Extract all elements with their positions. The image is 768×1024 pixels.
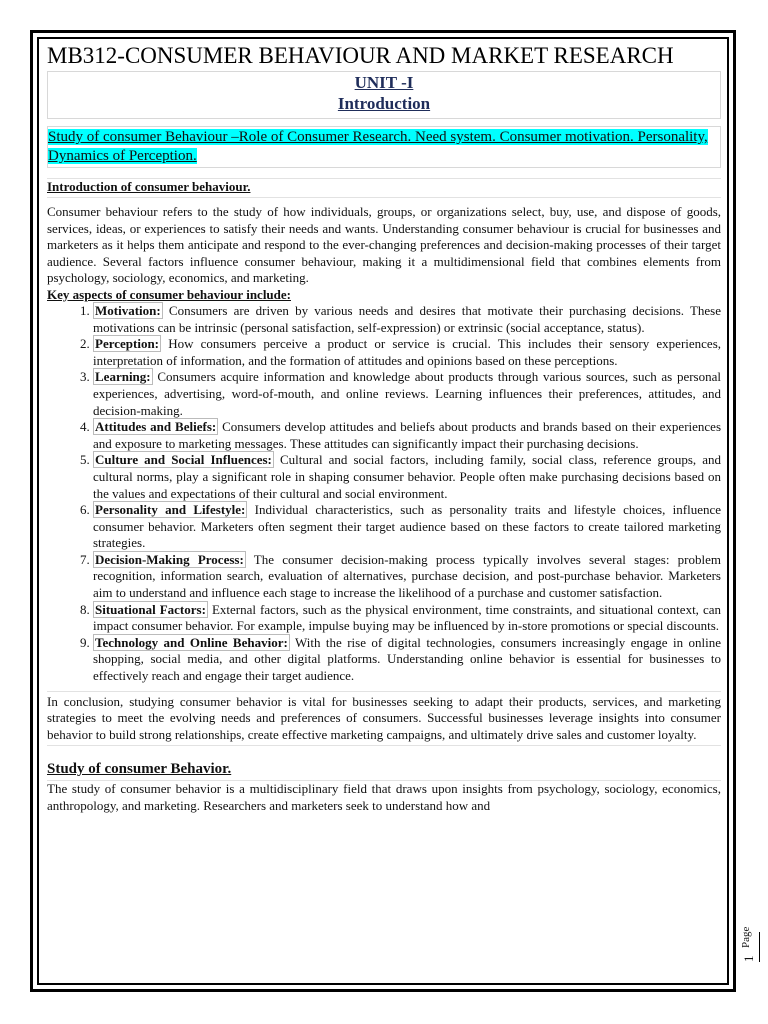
aspect-term: Attitudes and Beliefs: [95,419,217,435]
syllabus-topics: Study of consumer Behaviour –Role of Consumer Research. Need system. Consumer motivation. Personality, Dynamics of Perception. [48,129,708,164]
list-item [93,419,721,452]
aspect-term: Learning: [95,369,151,385]
unit-label: UNIT -I [354,73,414,92]
aspect-term: Motivation: [95,302,161,318]
aspect-text: With the rise of digital technologies, consumers increasingly engage in online shopping, social media, and other digital platforms. Understanding online behavior is essential for businesses to effectively reach and engage their target audience. [93,634,721,684]
key-aspects-heading: Key aspects of consumer behaviour include: [47,286,291,302]
aspect-term: Culture and Social Influences: [95,452,272,468]
unit-title: Introduction [337,94,431,113]
syllabus-topics-box [47,126,721,168]
list-item [93,452,721,502]
unit-header [47,71,721,119]
list-item [93,602,721,635]
document-title: MB312-CONSUMER BEHAVIOUR AND MARKET RESEARCH [47,43,674,68]
study-heading: Study of consumer Behavior. [47,761,232,778]
conclusion-paragraph: In conclusion, studying consumer behavior is vital for businesses seeking to adapt their products, services, and marketing strategies to meet the evolving needs and preferences of consumers. Successful businesses leverage insights into consumer behavior to build strong relationships, create effective marketing campaigns, and ultimately drive sales and customer loyalty. [47,691,721,747]
aspect-term: Decision-Making Process: [95,551,244,567]
intro-heading: Introduction of consumer behaviour. [47,178,721,198]
study-paragraph: The study of consumer behavior is a multidisciplinary field that draws upon insights from psychology, sociology, economics, anthropology, and marketing. Researchers and marketers seek to understand how and [47,781,721,813]
aspect-text: Cultural and social factors, including family, social class, reference groups, and cultural norms, play a significant role in shaping consumer behavior. People often make purchasing decisions based on the values and expectations of their cultural and social environment. [93,452,721,501]
aspect-text: Consumers acquire information and knowledge about products through various sources, such as personal experiences, advertising, word-of-mouth, and online reviews. Learning influences their preferences, attitudes, and decision-making. [93,369,721,418]
aspect-text: Consumers are driven by various needs and desires that motivate their purchasing decisions. These motivations can be intrinsic (personal satisfaction, self-expression) or extrinsic (social acceptance, status). [93,302,722,335]
page-label: Page [740,926,752,948]
list-item [93,552,721,602]
aspect-text: How consumers perceive a product or service is crucial. This includes their sensory experiences, interpretation of information, and the formation of attitudes and opinions based on these perceptions. [93,336,722,368]
aspect-text: The consumer decision-making process typically involves several stages: problem recognition, information search, evaluation of alternatives, purchase decision, and post-purchase behavior. Marketers aim to understand and influence each stage to increase the likelihood of a purchase and customer satisfaction. [93,551,721,601]
aspect-term: Technology and Online Behavior: [95,634,288,650]
page-number: 1 [741,932,760,962]
aspect-text: Individual characteristics, such as personality traits and lifestyle choices, influence consumer behavior. Marketers often segment their target audience based on these factors to create tailored marketing strategies. [93,502,721,551]
list-item [93,502,721,552]
list-item [93,635,721,685]
list-item [93,369,721,419]
aspect-term: Perception: [95,336,160,352]
list-item [93,336,721,369]
aspect-text: External factors, such as the physical environment, time constraints, and situational context, can impact consumer behavior. For example, impulse buying may be influenced by in-store promotions or special discounts. [93,601,722,634]
key-aspects-list [47,303,721,685]
document-body [47,42,721,815]
aspect-term: Situational Factors: [95,601,206,617]
list-item [93,303,721,336]
aspect-term: Personality and Lifestyle: [95,502,246,518]
aspect-text: Consumers develop attitudes and beliefs about products and brands based on their experiences and exposure to marketing messages. These attitudes can significantly impact their purchasing decisions. [93,419,722,451]
intro-paragraph: Consumer behaviour refers to the study of how individuals, groups, or organizations select, buy, use, and dispose of goods, services, ideas, or experiences to satisfy their needs and wants. Understanding consumer behaviour is crucial for businesses and marketers as it helps them anticipate and respond to the ever-changing preferences and decision-making processes of their target audience. Several factors influence consumer behaviour, making it a multidimensional field that combines elements from psychology, sociology, economics, and marketing. [47,204,721,286]
